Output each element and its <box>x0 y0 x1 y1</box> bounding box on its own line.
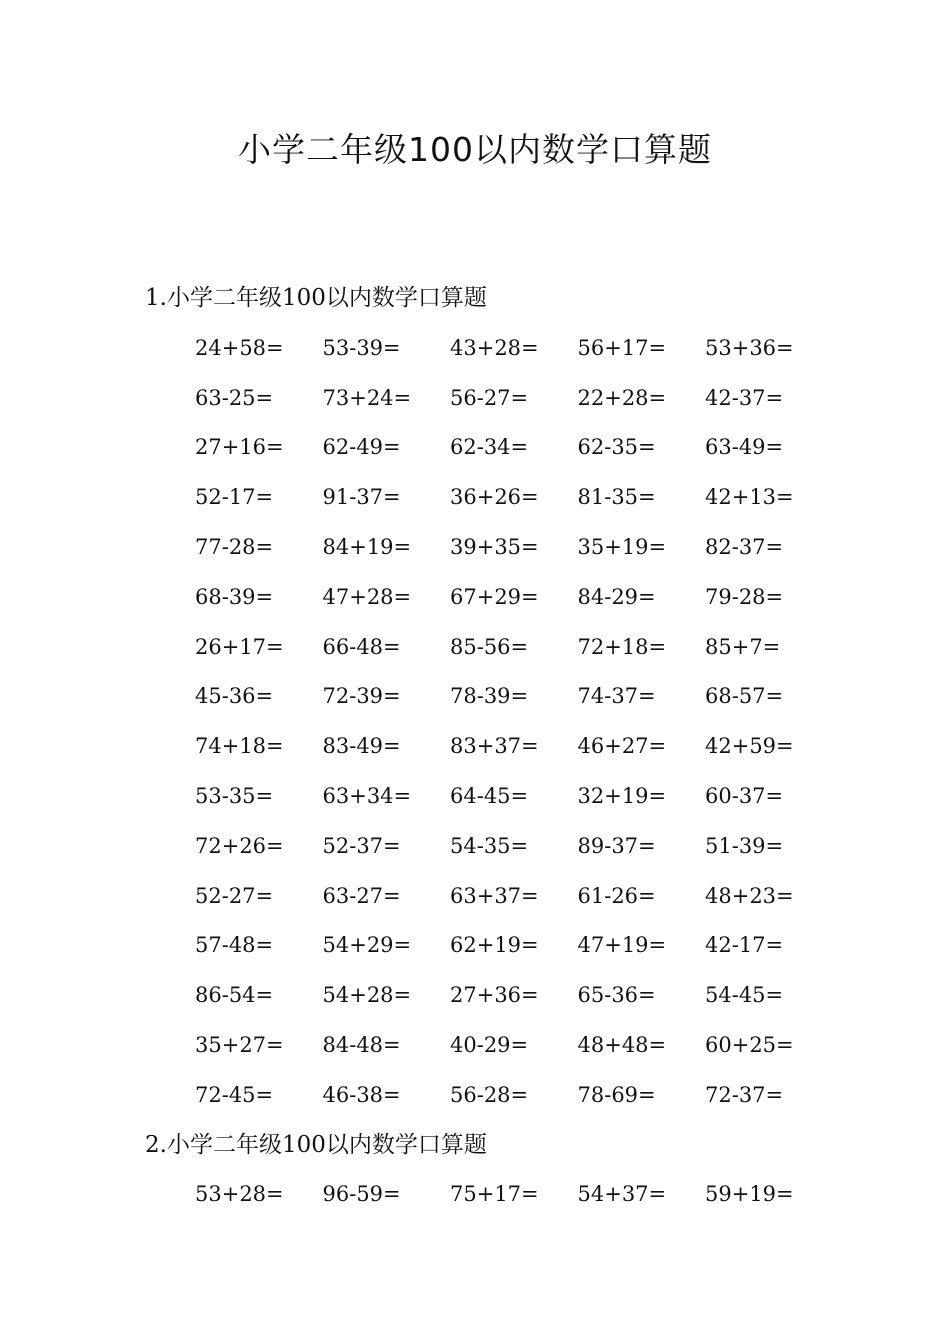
arithmetic-problem: 68-57= <box>705 684 784 709</box>
arithmetic-problem: 40-29= <box>450 1033 529 1057</box>
arithmetic-problem: 91-37= <box>322 485 401 510</box>
section-heading: 2.小学二年级100以内数学口算题 <box>145 1131 487 1158</box>
arithmetic-problem: 56+17= <box>577 335 667 360</box>
arithmetic-problem: 36+26= <box>450 485 539 510</box>
arithmetic-problem: 78-39= <box>450 684 529 709</box>
section-heading: 1.小学二年级100以内数学口算题 <box>145 285 487 311</box>
arithmetic-problem: 62-49= <box>322 435 401 460</box>
arithmetic-problem: 63+37= <box>450 883 539 908</box>
arithmetic-problem: 79-28= <box>705 584 784 609</box>
arithmetic-problem: 62-34= <box>450 435 529 460</box>
arithmetic-problem: 47+19= <box>577 933 667 958</box>
arithmetic-problem: 72-39= <box>322 684 401 709</box>
arithmetic-problem: 72-37= <box>705 1082 784 1107</box>
arithmetic-problem: 24+58= <box>195 335 284 360</box>
arithmetic-problem: 77-28= <box>195 535 274 559</box>
arithmetic-problem: 57-48= <box>195 933 274 958</box>
arithmetic-problem: 35+19= <box>577 535 667 559</box>
arithmetic-problem: 56-27= <box>450 385 529 410</box>
page-title: 小学二年级100以内数学口算题 <box>238 130 712 169</box>
arithmetic-problem: 51-39= <box>705 833 784 858</box>
arithmetic-problem: 53+28= <box>195 1182 284 1207</box>
arithmetic-problem: 43+28= <box>450 335 539 360</box>
arithmetic-problem: 52-37= <box>322 833 401 858</box>
arithmetic-problem: 63-25= <box>195 385 274 410</box>
arithmetic-problem: 53-35= <box>195 784 274 808</box>
arithmetic-problem: 54+28= <box>322 983 412 1008</box>
arithmetic-problem: 83-49= <box>322 734 401 759</box>
arithmetic-problem: 59+19= <box>705 1182 794 1207</box>
arithmetic-problem: 75+17= <box>450 1182 539 1207</box>
arithmetic-problem: 66-48= <box>322 634 401 659</box>
arithmetic-problem: 22+28= <box>577 385 667 410</box>
arithmetic-problem: 47+28= <box>322 584 412 609</box>
arithmetic-problem: 65-36= <box>577 983 656 1008</box>
arithmetic-problem: 83+37= <box>450 734 539 759</box>
arithmetic-problem: 73+24= <box>322 385 412 410</box>
arithmetic-problem: 42-17= <box>705 933 784 958</box>
arithmetic-problem: 27+16= <box>195 435 284 460</box>
arithmetic-problem: 62-35= <box>577 435 656 460</box>
arithmetic-problem: 61-26= <box>577 883 656 908</box>
arithmetic-problem: 86-54= <box>195 983 274 1008</box>
arithmetic-problem: 60-37= <box>705 784 784 808</box>
arithmetic-problem: 52-27= <box>195 883 274 908</box>
arithmetic-problem: 85-56= <box>450 634 529 659</box>
arithmetic-problem: 60+25= <box>705 1033 794 1057</box>
arithmetic-problem: 42-37= <box>705 385 784 410</box>
arithmetic-problem: 35+27= <box>195 1033 284 1057</box>
arithmetic-problem: 72+26= <box>195 833 284 858</box>
arithmetic-problem: 68-39= <box>195 584 274 609</box>
arithmetic-problem: 82-37= <box>705 535 784 559</box>
arithmetic-problem: 46-38= <box>322 1082 401 1107</box>
arithmetic-problem: 63-49= <box>705 435 784 460</box>
arithmetic-problem: 67+29= <box>450 584 539 609</box>
arithmetic-problem: 63+34= <box>322 784 412 808</box>
arithmetic-problem: 62+19= <box>450 933 539 958</box>
arithmetic-problem: 84-29= <box>577 584 656 609</box>
arithmetic-problem: 84+19= <box>322 535 412 559</box>
arithmetic-problem: 53-39= <box>322 335 401 360</box>
arithmetic-problem: 56-28= <box>450 1082 529 1107</box>
arithmetic-problem: 42+13= <box>705 485 794 510</box>
arithmetic-problem: 48+48= <box>577 1033 667 1057</box>
arithmetic-problem: 54-35= <box>450 833 529 858</box>
arithmetic-problem: 27+36= <box>450 983 539 1008</box>
arithmetic-problem: 54-45= <box>705 983 784 1008</box>
arithmetic-problem: 42+59= <box>705 734 794 759</box>
arithmetic-problem: 96-59= <box>322 1182 401 1207</box>
arithmetic-problem: 78-69= <box>577 1082 656 1107</box>
arithmetic-problem: 52-17= <box>195 485 274 510</box>
arithmetic-problem: 53+36= <box>705 335 794 360</box>
arithmetic-problem: 39+35= <box>450 535 539 559</box>
arithmetic-problem: 74+18= <box>195 734 284 759</box>
arithmetic-problem: 46+27= <box>577 734 667 759</box>
arithmetic-problem: 81-35= <box>577 485 656 510</box>
arithmetic-problem: 89-37= <box>577 833 656 858</box>
arithmetic-problem: 45-36= <box>195 684 274 709</box>
arithmetic-problem: 72+18= <box>577 634 667 659</box>
arithmetic-problem: 26+17= <box>195 634 284 659</box>
arithmetic-problem: 84-48= <box>322 1033 401 1057</box>
arithmetic-problem: 72-45= <box>195 1082 274 1107</box>
arithmetic-problem: 74-37= <box>577 684 656 709</box>
arithmetic-problem: 32+19= <box>577 784 667 808</box>
arithmetic-problem: 64-45= <box>450 784 529 808</box>
arithmetic-problem: 85+7= <box>705 634 781 659</box>
arithmetic-problem: 48+23= <box>705 883 794 908</box>
arithmetic-problem: 54+37= <box>577 1182 667 1207</box>
arithmetic-problem: 54+29= <box>322 933 412 958</box>
arithmetic-problem: 63-27= <box>322 883 401 908</box>
